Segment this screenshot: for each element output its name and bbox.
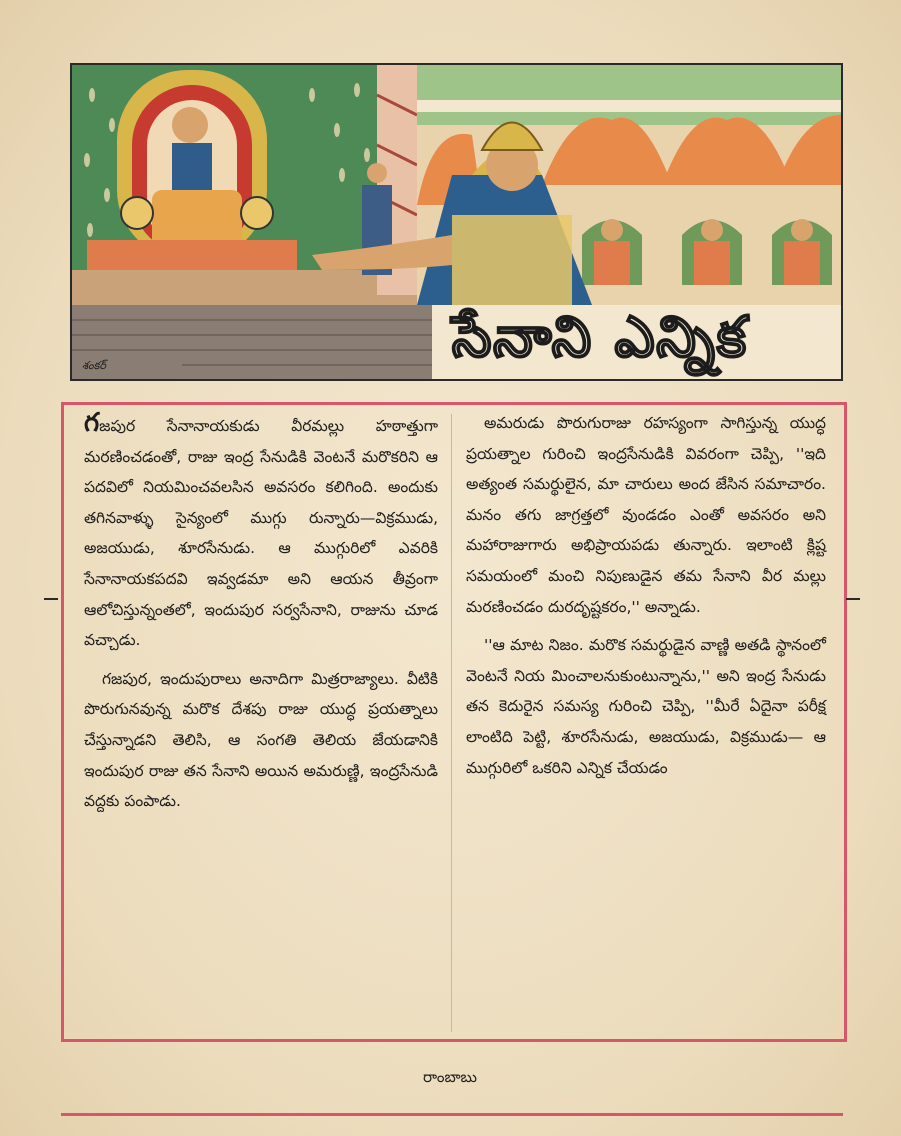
artist-signature: శంకర్: [82, 359, 106, 372]
left-paragraph-1-text: జపుర సేనానాయకుడు వీరమల్లు హఠాత్తుగా మరణించడంతో, రాజు ఇంద్ర సేనుడికి వెంటనే మరొకరిని ఆ పదవిలో నియమించవలసిన అవసరం కలిగింది. అందుకు తగినవాళ్ళు సైన్యంలో ముగ్గు రున్నారు—విక్రముడు, అజయుడు, శూరసేనుడు. ఆ ముగ్గురిలో ఎవరికి సేనానాయకపదవి ఇవ్వడమా అని ఆయన తీవ్రంగా ఆలోచిస్తున్నంతలో, ఇందుపుర సర్వసేనాని, రాజును చూడ వచ్చాడు.: [84, 417, 438, 650]
author-name: రాంబాబు: [422, 1068, 477, 1086]
right-column: [466, 408, 826, 791]
bottom-rule: [61, 1113, 843, 1116]
column-divider: [451, 414, 452, 1032]
left-paragraph-1: [84, 408, 438, 656]
left-paragraph-2: గజపుర, ఇందుపురాలు అనాదిగా మిత్రరాజ్యాలు. వీటికి పొరుగునవున్న మరొక దేశపు రాజు యుద్ధ ప్రయత్నాలు చేస్తున్నాడని తెలిసి, ఆ సంగతి తెలియ జేయడానికి ఇందుపుర రాజు తన సేనాని అయిన అమరుణ్ణి, ఇంద్రసేనుడి వద్దకు పంపాడు.: [84, 669, 438, 811]
right-paragraph-2: ''ఆ మాట నిజం. మరొక సమర్థుడైన వాణ్ణి అతడి స్థానంలో వెంటనే నియ మించాలనుకుంటున్నాను,'' అని ఇంద్ర సేనుడు తన కెదురైన సమస్య గురించి చెప్పి, ''మీరే ఏదైనా పరీక్ష లాంటిది పెట్టి, శూరసేనుడు, అజయుడు, విక్రముడు— ఆ ముగ్గురిలో ఒకరిని ఎన్నిక చేయడం: [466, 636, 826, 777]
edge-mark-left: [44, 598, 58, 600]
edge-mark-right: [846, 598, 860, 600]
drop-cap: గ: [84, 408, 100, 438]
story-title: సేనాని ఎన్నిక: [452, 305, 749, 370]
left-column: [84, 408, 438, 825]
right-paragraph-1: అమరుడు పొరుగురాజు రహస్యంగా సాగిస్తున్న యుద్ధ ప్రయత్నాల గురించి ఇంద్రసేనుడికి వివరంగా చెప్పి, ''ఇది అత్యంత సమర్థులైన, మా చారులు అంద జేసిన సమాచారం. మనం తగు జాగ్రత్తలో వుండడం ఎంతో అవసరం అని మహారాజుగారు అభిప్రాయపడు తున్నారు. ఇలాంటి క్లిష్ట సమయంలో మంచి నిపుణుడైన తమ సేనాని వీర మల్లు మరణించడం దురదృష్టకరం,'' అన్నాడు.: [466, 414, 826, 616]
